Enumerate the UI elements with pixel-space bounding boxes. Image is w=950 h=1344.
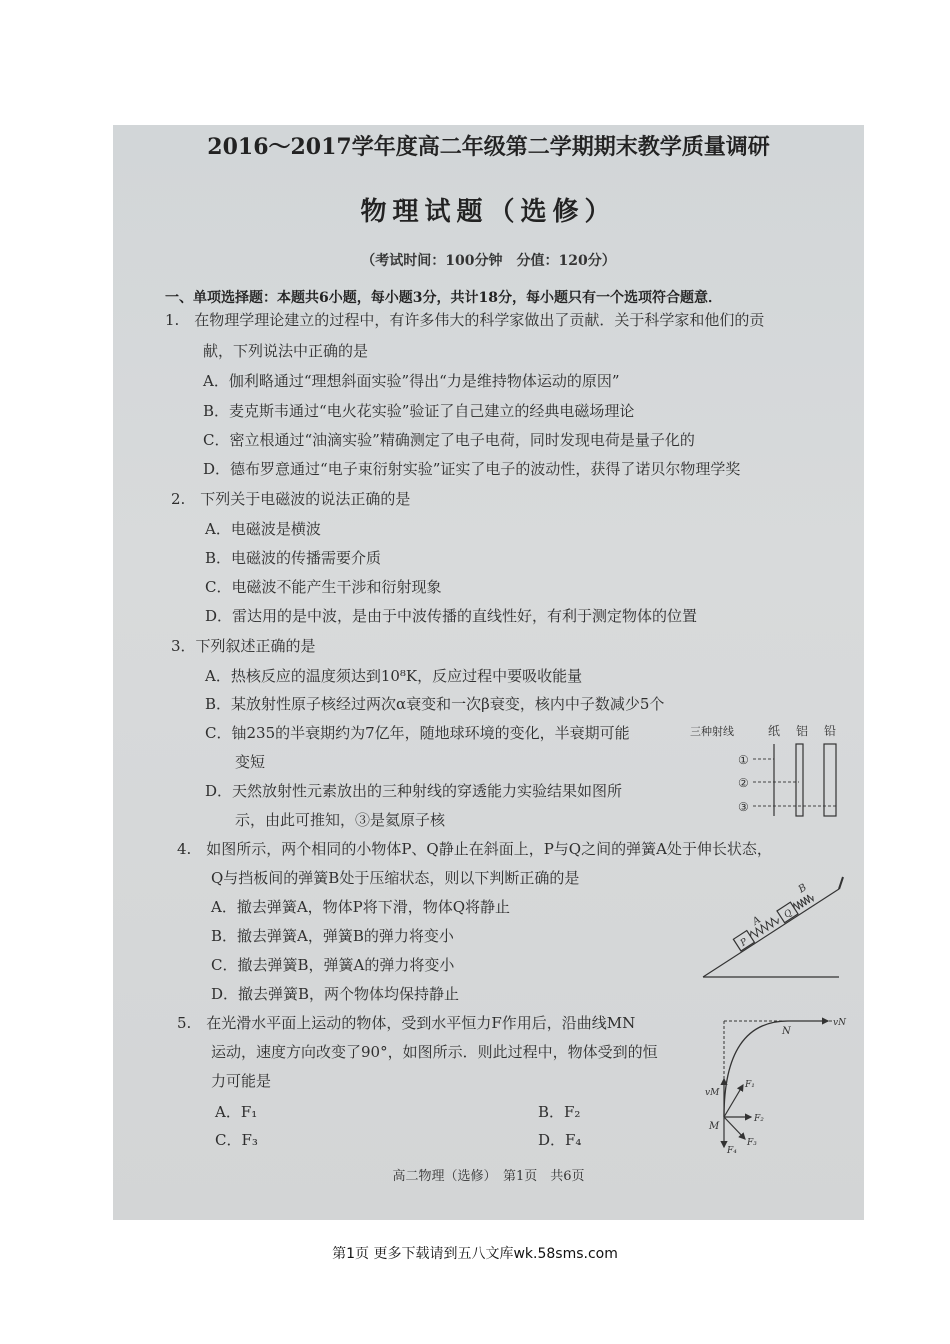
question-1-option-b: B．麦克斯韦通过“电火花实验”验证了自己建立的经典电磁场理论	[203, 402, 635, 420]
question-4-option-a: A．撤去弹簧A，物体P将下滑，物体Q将静止	[211, 898, 511, 916]
question-5-option-a: A．F₁	[215, 1103, 258, 1121]
question-3-option-c: C．铀235的半衰期约为7亿年，随地球环境的变化，半衰期可能	[205, 724, 630, 742]
question-2-line-1: 2. 下列关于电磁波的说法正确的是	[171, 490, 411, 508]
aluminum-plate	[796, 744, 803, 816]
paper-label: 纸	[768, 724, 781, 738]
question-4-line-1: 4. 如图所示，两个相同的小物体P、Q静止在斜面上，P与Q之间的弹簧A处于伸长状态，	[177, 840, 772, 858]
question-5-line-3: 力可能是	[211, 1072, 272, 1090]
svg-text:vN: vN	[833, 1018, 846, 1028]
question-2-option-c: C．电磁波不能产生干涉和衍射现象	[205, 578, 442, 596]
aluminum-label: 铝	[796, 724, 809, 738]
curved-motion-figure	[703, 1013, 853, 1156]
ray-2-marker: ②	[738, 776, 749, 790]
radiation-penetration-figure	[688, 722, 848, 822]
question-3-line-1: 3．下列叙述正确的是	[171, 637, 316, 655]
download-site-footer: 第1页 更多下载请到五八文库wk.58sms.com	[332, 1246, 618, 1262]
lead-label: 铅	[824, 724, 837, 738]
question-5-option-c: C．F₃	[215, 1131, 258, 1149]
ray-1-marker: ①	[738, 753, 749, 767]
question-3-option-a: A．热核反应的温度须达到10⁸K，反应过程中要吸收能量	[205, 667, 583, 685]
force-f3-arrow	[724, 1117, 745, 1139]
svg-text:B: B	[796, 882, 809, 896]
question-1-option-c: C．密立根通过“油滴实验”精确测定了电子电荷，同时发现电荷是量子化的	[203, 431, 695, 449]
question-5-option-b: B．F₂	[538, 1103, 581, 1121]
stopper-board	[839, 877, 843, 889]
exam-title: 2016～2017学年度高二年级第二学期期末教学质量调研	[207, 134, 770, 160]
question-4-option-b: B．撤去弹簧A，弹簧B的弹力将变小	[211, 927, 454, 945]
svg-text:F₄: F₄	[727, 1146, 737, 1156]
incline-surface	[703, 889, 839, 977]
scanned-exam-page	[113, 125, 864, 1220]
svg-text:vM: vM	[705, 1088, 720, 1098]
svg-text:F₁: F₁	[745, 1080, 755, 1090]
question-3-option-b: B．某放射性原子核经过两次α衰变和一次β衰变，核内中子数减少5个	[205, 695, 665, 713]
rays-label: 三种射线	[690, 725, 734, 738]
question-5-line-2: 运动，速度方向改变了90°，如图所示．则此过程中，物体受到的恒	[211, 1043, 658, 1061]
question-1-line-2: 献，下列说法中正确的是	[203, 342, 369, 360]
question-2-option-b: B．电磁波的传播需要介质	[205, 549, 382, 567]
subject-title: 物理试题（选修）	[360, 197, 617, 227]
force-f1-arrow	[724, 1085, 743, 1117]
question-1-line-1: 1. 在物理学理论建立的过程中，有许多伟大的科学家做出了贡献．关于科学家和他们的贡	[165, 311, 765, 329]
svg-text:M: M	[709, 1121, 720, 1132]
trajectory-mn	[724, 1021, 788, 1117]
question-1-option-d: D．德布罗意通过“电子束衍射实验”证实了电子的波动性，获得了诺贝尔物理学奖	[203, 460, 741, 478]
question-3-option-d: D．天然放射性元素放出的三种射线的穿透能力实验结果如图所	[205, 782, 623, 800]
question-4-line-2: Q与挡板间的弹簧B处于压缩状态，则以下判断正确的是	[211, 869, 580, 887]
lead-plate	[824, 744, 836, 816]
svg-text:P: P	[738, 937, 750, 949]
incline-spring-figure	[701, 873, 851, 983]
question-4-option-d: D．撤去弹簧B，两个物体均保持静止	[211, 985, 460, 1003]
question-3-option-c-cont: 变短	[235, 753, 266, 771]
question-5-line-1: 5. 在光滑水平面上运动的物体，受到水平恒力F作用后，沿曲线MN	[177, 1014, 636, 1032]
svg-text:F₂: F₂	[754, 1114, 764, 1124]
question-2-option-d: D．雷达用的是中波，是由于中波传播的直线性好，有利于测定物体的位置	[205, 607, 698, 625]
svg-text:Q: Q	[782, 908, 795, 921]
svg-text:A: A	[750, 914, 763, 928]
question-4-option-c: C．撤去弹簧B，弹簧A的弹力将变小	[211, 956, 455, 974]
svg-text:N: N	[782, 1026, 791, 1037]
section-heading: 一、单项选择题：本题共6小题，每小题3分，共计18分，每小题只有一个选项符合题意．	[165, 290, 722, 306]
page-footer: 高二物理（选修） 第1页 共6页	[392, 1169, 585, 1184]
exam-info: （考试时间：100分钟 分值：120分）	[361, 253, 616, 269]
question-5-option-d: D．F₄	[538, 1131, 582, 1149]
svg-text:F₃: F₃	[747, 1138, 757, 1148]
spring-b	[792, 893, 815, 912]
question-2-option-a: A．电磁波是横波	[205, 520, 321, 538]
ray-3-marker: ③	[738, 800, 749, 814]
question-1-option-a: A．伽利略通过“理想斜面实验”得出“力是维持物体运动的原因”	[203, 372, 620, 390]
question-3-option-d-cont: 示，由此可推知，③是氦原子核	[235, 811, 446, 829]
